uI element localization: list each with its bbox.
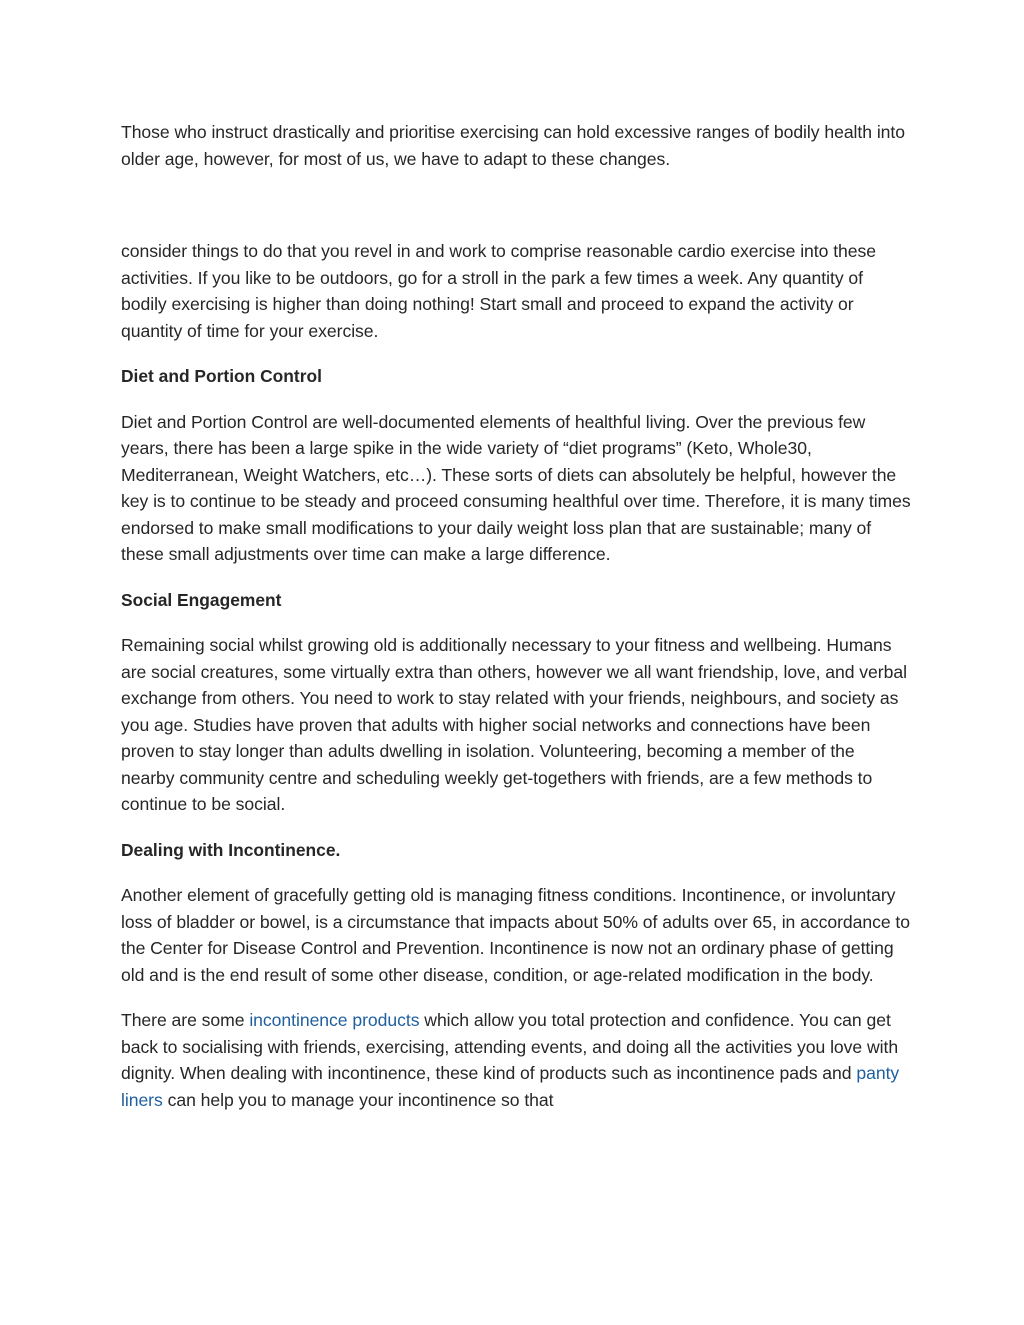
social-heading: Social Engagement <box>121 589 282 610</box>
section-spacer <box>121 988 911 1007</box>
diet-paragraph: Diet and Portion Control are well-documented elements of healthful living. Over the previous few years, there has been a large spike in the wide variety of “diet programs” (Keto, Whole30, Mediterranean, Weight Watchers, etc…). These sorts of diets can absolutely be helpful, however the key is to continue to be steady and proceed consuming healthful over time. Therefore, it is many times endorsed to make small modifications to your daily weight loss plan that are sustainable; many of these small adjustments over time can make a large difference. <box>121 411 911 564</box>
section-spacer <box>121 568 911 587</box>
section-spacer <box>121 390 911 409</box>
incontinence-paragraph: Another element of gracefully getting old is managing fitness conditions. Incontinence, or involuntary loss of bladder or bowel, is a circumstance that impacts about 50% of adults over 65, in accordance to the Center for Disease Control and Prevention. Incontinence is now not an ordinary phase of getting old and is the end result of some other disease, condition, or age-related modification in the body. <box>121 885 910 985</box>
section-spacer <box>121 172 911 238</box>
products-text-2: which allow you total protection and confidence. You can get back to socialising with friends, exercising, attending events, and doing all the activities you love with dignity. When dealing with incontinence, these kind of products such as incontinence pads and <box>121 1010 899 1083</box>
products-text-3: can help you to manage your incontinence so that <box>162 1089 554 1110</box>
products-paragraph <box>121 1007 911 1113</box>
exercise-paragraph: consider things to do that you revel in and work to comprise reasonable cardio exercise into these activities. If you like to be outdoors, go for a stroll in the park a few times a week. Any quantity of bodily exercising is higher than doing nothing! Start small and proceed to expand the activity or quantity of time for your exercise. <box>121 241 876 341</box>
section-spacer <box>121 344 911 363</box>
incontinence-heading: Dealing with Incontinence. <box>121 839 341 860</box>
panty-liners-link[interactable]: panty liners <box>121 1063 900 1110</box>
section-spacer <box>121 818 911 837</box>
social-paragraph: Remaining social whilst growing old is additionally necessary to your fitness and wellbeing. Humans are social creatures, some virtually extra than others, however we all want friendship, love, and verbal exchange from others. You need to work to stay related with your friends, neighbours, and society as you age. Studies have proven that adults with higher social networks and connections have been proven to stay longer than adults dwelling in isolation. Volunteering, becoming a member of the nearby community centre and scheduling weekly get-togethers with friends, are a few methods to continue to be social. <box>121 635 907 814</box>
section-spacer <box>121 863 911 882</box>
incontinence-products-link[interactable]: incontinence products <box>249 1010 420 1030</box>
document-page <box>121 119 911 1113</box>
products-text-1: There are some <box>121 1010 250 1030</box>
section-spacer <box>121 613 911 632</box>
intro-paragraph: Those who instruct drastically and prioritise exercising can hold excessive ranges of bodily health into older age, however, for most of us, we have to adapt to these changes. <box>121 122 905 169</box>
diet-heading: Diet and Portion Control <box>121 366 322 386</box>
